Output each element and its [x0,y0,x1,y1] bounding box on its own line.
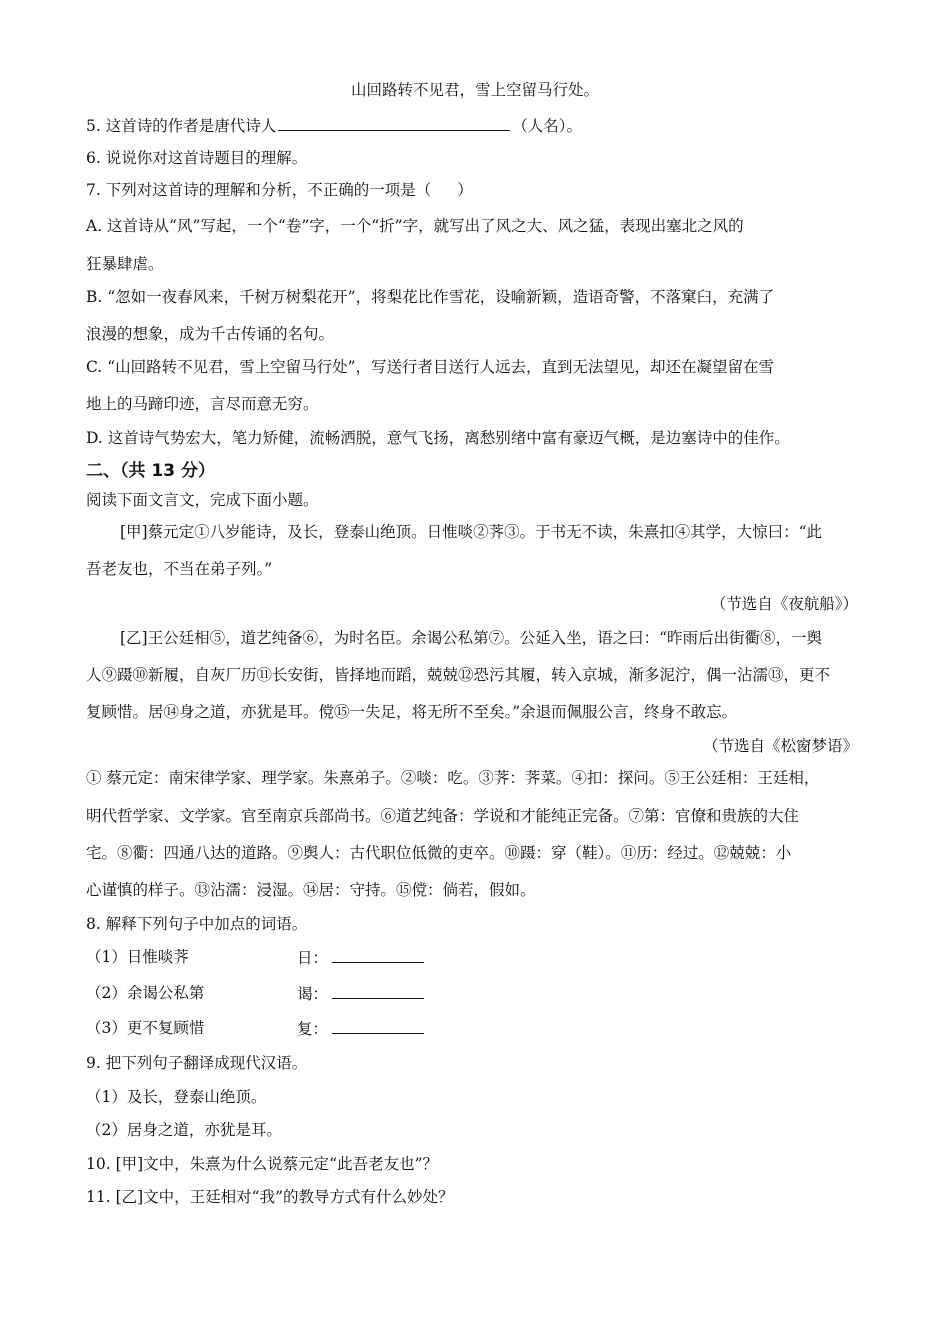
passage-yi-line-3: 复顾惜。居⑭身之道，亦犹是耳。傥⑮一失足，将无所不至矣。”余退而佩服公言，终身不敢忘。 [86,703,738,721]
option-a-line-1: A. 这首诗从“风”写起，一个“卷”字，一个“折”字，就写出了风之大、风之猛，表现出塞北之风的 [86,217,744,235]
option-a-line-2: 狂暴肆虐。 [86,255,164,273]
passage-jia-line-1: [甲]蔡元定①八岁能诗，及长，登泰山绝顶。日惟啖②荠③。于书无不读，朱熹扣④其学，大惊曰：“此 [120,523,823,541]
question-8-item-1 [86,947,446,967]
q8-sentence-2: （2）余谒公私第 [86,984,205,1002]
question-11: 11. [乙]文中，王廷相对“我”的教导方式有什么妙处？ [86,1188,454,1206]
question-8-stem: 8. 解释下列句子中加点的词语。 [86,915,308,933]
passage-yi-line-2: 人⑨蹑⑩新履，自灰厂历⑪长安街，皆择地而蹈，兢兢⑫恐污其履，转入京城，渐多泥泞，偶一沾濡⑬，更不 [86,666,831,684]
question-7-text: 7. 下列对这首诗的理解和分析，不正确的一项是（ [86,181,432,199]
q8-word-1: 日： [297,949,329,967]
poem-last-line: 山回路转不见君，雪上空留马行处。 [350,81,599,99]
section-2-title: 二、（共 13 分） [86,461,215,481]
question-10: 10. [甲]文中，朱熹为什么说蔡元定“此吾老友也”？ [86,1155,439,1173]
q8-sentence-3: （3）更不复顾惜 [86,1019,205,1037]
notes-line-1: ① 蔡元定：南宋律学家、理学家。朱熹弟子。②啖：吃。③荠：荠菜。④扣：探问。⑤王公廷相：王廷相， [86,769,820,787]
q8-word-2: 谒： [297,985,329,1003]
option-b-line-1: B. “忽如一夜春风来，千树万树梨花开”，将梨花比作雪花，设喻新颖，造语奇警，不落窠臼，充满了 [86,288,775,306]
answer-blank-q8-3[interactable] [332,1018,424,1034]
option-c-line-1: C. “山回路转不见君，雪上空留马行处”，写送行者目送行人远去，直到无法望见，却还在凝望留在雪 [86,358,775,376]
question-5 [86,115,582,136]
question-8-item-3 [86,1018,446,1038]
question-7-close: ） [457,181,473,199]
passage-yi-source: （节选自《松窗梦语》 [702,737,858,755]
option-d-line-1: D. 这首诗气势宏大，笔力矫健，流畅洒脱，意气飞扬，离愁别绪中富有豪迈气概，是边塞诗中的佳作。 [86,429,790,447]
q8-word-3: 复： [297,1020,329,1038]
option-b-line-2: 浪漫的想象，成为千古传诵的名句。 [86,325,335,343]
option-c-line-2: 地上的马蹄印迹，言尽而意无穷。 [86,395,319,413]
notes-line-3: 宅。⑧衢：四通八达的道路。⑨舆人：古代职位低微的吏卒。⑩蹑：穿（鞋）。⑪历：经过。⑫兢兢：小 [86,844,792,862]
notes-line-4: 心谨慎的样子。⑬沾濡：浸湿。⑭居：守持。⑮傥：倘若，假如。 [86,881,536,899]
question-8-item-2 [86,983,446,1003]
question-9-stem: 9. 把下列句子翻译成现代汉语。 [86,1054,308,1072]
question-5-suffix: （人名）。 [512,117,582,135]
notes-line-2: 明代哲学家、文学家。官至南京兵部尚书。⑥道艺纯备：学说和才能纯正完备。⑦第：官僚和贵族的大住 [86,807,800,825]
question-9-sentence-2: （2）居身之道，亦犹是耳。 [86,1121,282,1139]
question-9-sentence-1: （1）及长，登泰山绝顶。 [86,1088,267,1106]
question-7-stem [86,180,473,200]
passage-yi-line-1: [乙]王公廷相⑤，道艺纯备⑥，为时名臣。余谒公私第⑦。公延入坐，语之曰：“昨雨后出街衢⑧，一舆 [120,629,823,647]
answer-blank-q8-2[interactable] [332,983,424,999]
question-5-text: 5. 这首诗的作者是唐代诗人 [86,117,277,135]
section-2-instruction: 阅读下面文言文，完成下面小题。 [86,491,319,509]
q8-sentence-1: （1）日惟啖荠 [86,948,189,966]
answer-blank-q8-1[interactable] [332,947,424,963]
question-6: 6. 说说你对这首诗题目的理解。 [86,149,308,167]
passage-jia-source: （节选自《夜航船》） [710,595,858,613]
passage-jia-line-2: 吾老友也，不当在弟子列。” [86,560,273,578]
answer-blank-author[interactable] [278,115,510,131]
